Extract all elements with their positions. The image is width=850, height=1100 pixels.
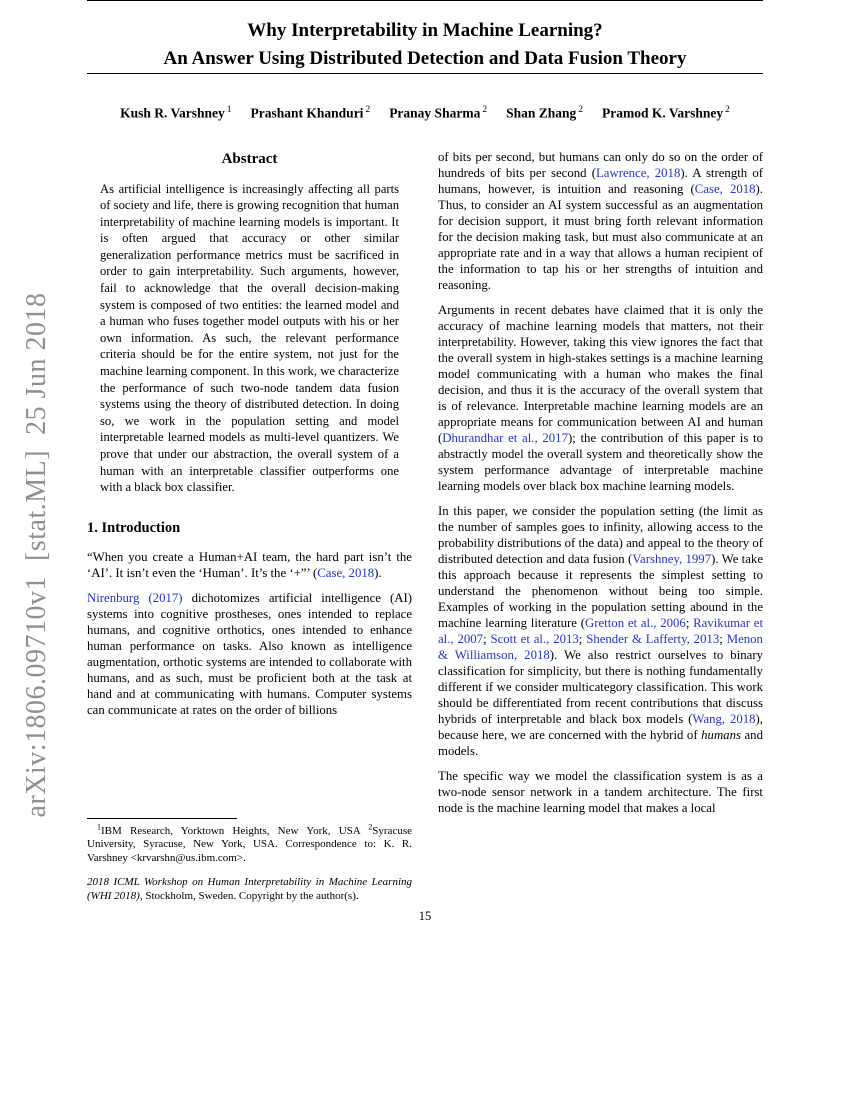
text-segment: The specific way we model the classification system is as a two-node sensor network in a tandem architecture. The first node is the machine learning model that makes a local [438, 768, 763, 815]
text-segment: ); the contribution of this paper is to abstractly model the overall system and theoretically show the system performance advantage of interpretable machine learning models over black box machine learning models. [438, 430, 763, 493]
author [251, 105, 371, 122]
citation-link[interactable]: Dhurandhar et al., 2017 [442, 430, 568, 445]
text-segment: ). [374, 565, 382, 580]
text-segment: ), because here, we are concerned with the hybrid of [438, 711, 763, 742]
citation-link[interactable]: Shender & Lafferty, 2013 [586, 631, 720, 646]
text-segment: ). A strength of humans, however, is intuition and reasoning ( [438, 165, 763, 196]
footnote-affiliations [87, 821, 412, 866]
paper-title [87, 17, 763, 73]
abstract-text [87, 181, 412, 496]
author-name: Pranay Sharma [389, 105, 481, 121]
text-segment: In this paper, we consider the population setting (the limit as the number of samples goes to infinity, allowing access to the probability distributions of the data) and appeal to the theory of distributed detection and data fusion ( [438, 503, 763, 566]
footnote-venue [87, 876, 412, 904]
citation-link[interactable]: Ravikumar et al., 2007 [438, 615, 763, 646]
author-affiliation-mark: 2 [365, 105, 371, 115]
section-heading-introduction: 1. Introduction [87, 519, 181, 536]
text-segment: humans [701, 727, 741, 742]
author-affiliation-mark: 2 [482, 105, 488, 115]
footnote-block [87, 818, 412, 904]
citation-link[interactable]: Lawrence, 2018 [595, 165, 681, 180]
text-segment: 2 [368, 821, 373, 831]
citation-link[interactable]: Wang, 2018 [692, 711, 756, 726]
arxiv-watermark: arXiv:1806.09710v1 [stat.ML] 25 Jun 2018 [21, 292, 52, 818]
two-column-body [87, 149, 763, 904]
text-segment: Arguments in recent debates have claimed that it is only the accuracy of machine learning models that matters, not their interpretability. However, taking this view ignores the fact that the overall system in high-stakes settings is a machine learning model communicating with a human who makes the final decision, and thus it is the accuracy of the overall system that is of relevance. Interpretable machine learning models are an appropriate means for communication between AI and human ( [438, 302, 763, 445]
text-segment: of bits per second, but humans can only do so on the order of hundreds of bits per second ( [438, 149, 763, 180]
text-segment: IBM Research, Yorktown Heights, New York, USA [100, 824, 369, 837]
paper-title-line1: Why Interpretability in Machine Learning? [247, 20, 603, 41]
author-affiliation-mark: 2 [725, 105, 730, 115]
paragraph-intro-quote [87, 549, 412, 581]
citation-link[interactable]: Nirenburg (2017) [87, 590, 183, 605]
text-segment: As artificial intelligence is increasingly affecting all parts of society and life, there is growing recognition that human interpretability of machine learning models is important. It is often argued that accuracy or other similar generalization performance metrics must be sacrificed in order to gain interpretability. Such arguments, however, fail to acknowledge that the overall decision-making system is composed of two entities: the learned model and a human who fuses together model outputs with his or her own information. As such, the relevant performance criteria should be for the entire system, not just for the machine learning component. In this work, we characterize the performance of such two-node tandem data fusion systems using the theory of distributed detection. In doing so, we work in the population setting and model interpretable learned models as multi-level quantizers. We prove that under our abstraction, the overall system of a human with an interpretable classifier outperforms one with a black box classifier. [100, 181, 399, 495]
title-rule-bottom [87, 73, 763, 74]
left-column [87, 149, 412, 904]
author [506, 105, 583, 122]
author [120, 105, 231, 122]
text-segment: ). Thus, to consider an AI system successful as an augmentation for decision support, it must bring forth relevant information for the decision making task, but must also communicate at an appropriate rate and in a way that allows a human recipient of the information to tap his or her strengths of intuition and reasoning. [438, 181, 764, 292]
text-segment: and models. [438, 727, 763, 758]
right-column [438, 149, 763, 904]
text-segment: ; [483, 631, 491, 646]
text-segment: Syracuse University, Syracuse, New York, USA. Correspondence to: K. R. Varshney <krvarshn@us.ibm.com>. [87, 824, 412, 865]
paper-title-line2: An Answer Using Distributed Detection and Data Fusion Theory [163, 48, 687, 69]
author-name: Prashant Khanduri [250, 105, 364, 121]
author-affiliation-mark: 2 [578, 105, 583, 115]
text-segment: , Stockholm, Sweden. Copyright by the author(s). [139, 889, 359, 902]
paragraph [438, 149, 763, 293]
author-name: Kush R. Varshney [120, 105, 225, 121]
footnote-rule [87, 818, 237, 819]
page-number: 15 [418, 908, 432, 923]
author-list [87, 105, 763, 122]
citation-link[interactable]: Case, 2018 [317, 565, 375, 580]
title-rule-top [87, 0, 763, 1]
text-segment: “When you create a Human+AI team, the hard part isn’t the ‘AI’. It isn’t even the ‘Human’. It’s the ‘+”’ ( [87, 549, 412, 580]
text-segment: 2018 ICML Workshop on Human Interpretability in Machine Learning (WHI 2018) [87, 875, 412, 902]
paragraph [438, 503, 763, 759]
text-segment: ). We take this approach because it represents the simplest setting to understand the phenomenon without being too simple. Examples of working in the population setting abound in the machine learning literature ( [438, 551, 763, 630]
paragraph [87, 590, 412, 718]
citation-link[interactable]: Case, 2018 [694, 181, 756, 196]
citation-link[interactable]: Menon & Williamson, 2018 [438, 631, 763, 662]
text-segment: ). We also restrict ourselves to binary classification for simplicity, but there is nothing fundamentally different if we consider multicategory classification. This work should be differentiated from recent contributions that discuss hybrids of interpretable and black box models ( [438, 647, 763, 726]
text-segment: dichotomizes artificial intelligence (AI) systems into cognitive prostheses, ones intended to replace humans, and cognitive orthotics, ones intended to enhance human performance on tasks. Also known as intelligence augmentation, orthotic systems are intended to collaborate with humans, and as such, must be proficient both at the task at hand and at communicating with humans. Computer systems can communicate at rates on the order of billions [87, 590, 412, 717]
author [389, 105, 487, 122]
author-affiliation-mark: 1 [226, 105, 232, 115]
author-name: Pramod K. Varshney [601, 105, 724, 121]
author [602, 105, 730, 122]
citation-link[interactable]: Varshney, 1997 [632, 551, 712, 566]
text-segment: ; [578, 631, 587, 646]
text-segment: ; [719, 631, 727, 646]
author-name: Shan Zhang [506, 105, 577, 121]
citation-link[interactable]: Scott et al., 2013 [490, 631, 579, 646]
paragraph [438, 302, 763, 494]
citation-link[interactable]: Gretton et al., 2006 [585, 615, 686, 630]
text-segment: 1 [97, 821, 101, 831]
paragraph [438, 768, 763, 816]
abstract-heading: Abstract [221, 150, 278, 167]
text-segment: ; [685, 615, 694, 630]
